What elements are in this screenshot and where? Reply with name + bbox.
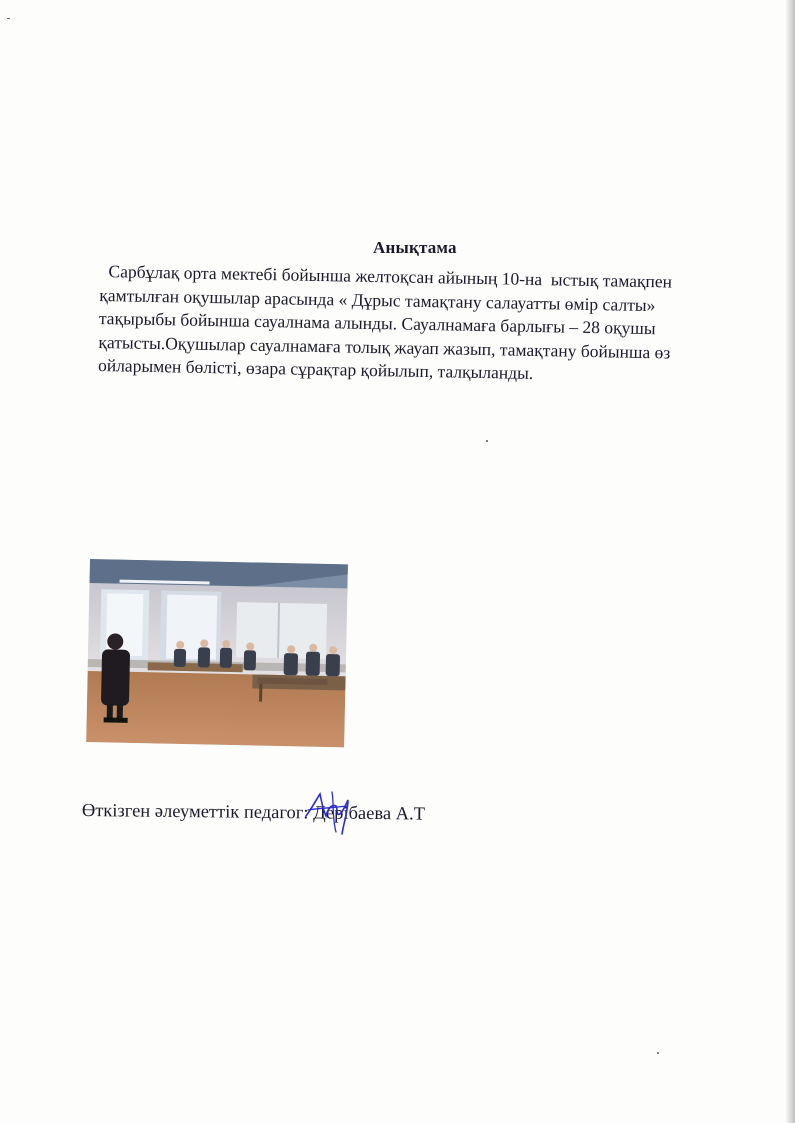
paragraph-line: Сарбұлақ орта мектебі бойынша желтоқсан айының 10-на ыстық тамақпен — [99, 260, 673, 292]
footer-role: Өткізген әлеуметтік педагог: — [81, 801, 314, 824]
document-paragraph — [98, 260, 740, 389]
paragraph-line: тақырыбы бойынша сауалнама алынды. Сауалнамаға барлығы – 28 оқушы — [98, 307, 656, 339]
footer-signature-line — [82, 801, 425, 826]
handwritten-signature — [302, 786, 362, 836]
footer-name: Дерібаева А.Т — [313, 803, 426, 825]
scan-edge-shadow — [785, 0, 795, 1123]
classroom-photo — [86, 559, 348, 747]
paragraph-line: қатысты.Оқушылар сауалнамаға толық жауап жазып, тамақтану бойынша өз — [98, 331, 671, 362]
scan-speck — [657, 1052, 659, 1054]
paragraph-line: ойларымен бөлісті, өзара сұрақтар қойылып, талқыланды. — [97, 354, 534, 383]
scan-speck — [7, 18, 10, 19]
document-title: Анықтама — [373, 238, 457, 257]
scan-speck — [486, 440, 488, 442]
paragraph-line: қамтылған оқушылар арасында « Дұрыс тамақтану салауатты өмір салты» — [99, 284, 656, 315]
